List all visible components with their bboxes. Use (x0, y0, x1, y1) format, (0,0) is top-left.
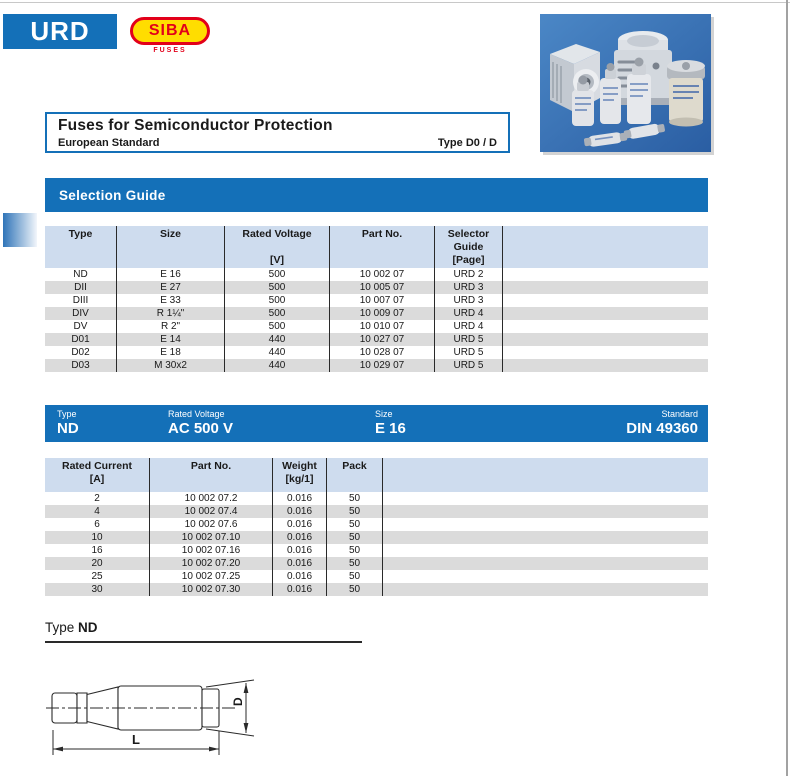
column-header: Weight [kg/1] (273, 458, 327, 492)
column-header: Part No. (150, 458, 273, 492)
series-code-badge (3, 14, 117, 49)
table-cell: 10 028 07 (330, 346, 435, 359)
table-cell: URD 4 (435, 307, 503, 320)
table-cell: 25 (45, 570, 150, 583)
spec-type-label: Type (57, 409, 77, 419)
table-cell: DV (45, 320, 117, 333)
fuse-dimension-drawing (40, 660, 270, 768)
heading-underline (45, 641, 362, 643)
table-cell: R 2" (117, 320, 225, 333)
table-cell: 50 (327, 505, 383, 518)
siba-logo-text: SIBA (148, 22, 192, 39)
table-row (45, 294, 708, 307)
dim-length-label: L (132, 732, 140, 747)
table-cell: E 27 (117, 281, 225, 294)
selection-guide-table-header (45, 226, 708, 268)
table-cell: 10 (45, 531, 150, 544)
table-cell: 440 (225, 359, 330, 372)
product-photo-image (540, 14, 711, 152)
selection-guide-table (45, 226, 708, 372)
top-divider (0, 2, 790, 3)
table-cell: 10 027 07 (330, 333, 435, 346)
table-cell: DII (45, 281, 117, 294)
table-cell: 0.016 (273, 557, 327, 570)
table-cell: URD 5 (435, 346, 503, 359)
table-cell: 440 (225, 333, 330, 346)
page-title: Fuses for Semiconductor Protection (58, 117, 333, 134)
table-cell: 0.016 (273, 583, 327, 596)
rated-current-table (45, 458, 708, 596)
table-row (45, 492, 708, 505)
spec-type-value: ND (57, 420, 79, 437)
table-cell: 10 002 07.30 (150, 583, 273, 596)
table-cell: URD 3 (435, 281, 503, 294)
table-cell: 50 (327, 544, 383, 557)
selection-guide-table-body (45, 268, 708, 372)
table-cell: 500 (225, 320, 330, 333)
table-cell: D02 (45, 346, 117, 359)
spec-size (375, 409, 406, 438)
column-header: Rated Voltage [V] (225, 226, 330, 268)
table-cell: 4 (45, 505, 150, 518)
table-cell: 500 (225, 307, 330, 320)
table-row (45, 505, 708, 518)
table-row (45, 557, 708, 570)
table-cell: D03 (45, 359, 117, 372)
table-cell: 20 (45, 557, 150, 570)
table-cell: DIV (45, 307, 117, 320)
table-cell: 50 (327, 557, 383, 570)
table-row (45, 307, 708, 320)
drawing-heading-type: ND (78, 620, 98, 635)
table-row (45, 518, 708, 531)
section-heading-label: Selection Guide (59, 187, 166, 203)
siba-logo (130, 17, 210, 54)
table-cell: 0.016 (273, 570, 327, 583)
column-header: Size (117, 226, 225, 268)
section-heading-selection-guide (45, 178, 708, 212)
table-row (45, 346, 708, 359)
spec-standard (626, 409, 698, 438)
spec-rated-voltage (168, 409, 233, 438)
spec-size-value: E 16 (375, 420, 406, 437)
table-cell: ND (45, 268, 117, 281)
drawing-heading-prefix: Type (45, 620, 79, 635)
table-cell: URD 4 (435, 320, 503, 333)
rated-current-table-header (45, 458, 708, 492)
table-cell: E 14 (117, 333, 225, 346)
spec-standard-label: Standard (661, 409, 698, 419)
table-cell: 10 010 07 (330, 320, 435, 333)
table-cell: 10 002 07.6 (150, 518, 273, 531)
table-cell: 0.016 (273, 544, 327, 557)
series-code-label: URD (30, 16, 90, 46)
table-cell: M 30x2 (117, 359, 225, 372)
table-row (45, 333, 708, 346)
table-cell: 50 (327, 492, 383, 505)
column-header: Pack (327, 458, 383, 492)
table-cell: 50 (327, 583, 383, 596)
page-subtitle: European Standard (58, 137, 160, 149)
table-cell: E 18 (117, 346, 225, 359)
column-header: Part No. (330, 226, 435, 268)
table-cell: 10 002 07.10 (150, 531, 273, 544)
table-cell: E 16 (117, 268, 225, 281)
table-cell: 500 (225, 294, 330, 307)
table-cell: R 1¼" (117, 307, 225, 320)
table-cell: URD 5 (435, 333, 503, 346)
table-row (45, 281, 708, 294)
spec-rated-voltage-value: AC 500 V (168, 420, 234, 437)
table-cell: E 33 (117, 294, 225, 307)
product-spec-band (45, 405, 708, 442)
drawing-heading (45, 620, 98, 635)
table-cell: URD 2 (435, 268, 503, 281)
table-cell: 440 (225, 346, 330, 359)
table-cell: 10 002 07.2 (150, 492, 273, 505)
table-cell: 0.016 (273, 518, 327, 531)
table-cell: 10 029 07 (330, 359, 435, 372)
type-label: Type D0 / D (437, 137, 497, 149)
table-cell: 10 007 07 (330, 294, 435, 307)
table-row (45, 531, 708, 544)
dim-diameter-label: D (231, 697, 245, 706)
siba-logo-subtitle: FUSES (153, 47, 187, 54)
page-right-border (786, 0, 788, 776)
spec-standard-value: DIN 49360 (626, 420, 698, 437)
table-cell: 0.016 (273, 531, 327, 544)
title-box (45, 112, 510, 153)
table-cell: 50 (327, 531, 383, 544)
table-cell: 30 (45, 583, 150, 596)
rated-current-table-body (45, 492, 708, 596)
table-row (45, 320, 708, 333)
table-cell: 10 002 07 (330, 268, 435, 281)
siba-logo-oval (130, 17, 210, 45)
column-header: Type (45, 226, 117, 268)
page-index-tab (3, 213, 37, 247)
table-cell: 10 009 07 (330, 307, 435, 320)
table-cell: 10 002 07.4 (150, 505, 273, 518)
table-cell: 2 (45, 492, 150, 505)
spec-size-label: Size (375, 409, 393, 419)
large-fuse (667, 60, 705, 127)
table-cell: 50 (327, 570, 383, 583)
table-cell: 10 002 07.25 (150, 570, 273, 583)
table-cell: 500 (225, 281, 330, 294)
product-photo (540, 14, 711, 152)
column-header: Selector Guide [Page] (435, 226, 503, 268)
table-cell: 0.016 (273, 505, 327, 518)
table-row (45, 544, 708, 557)
table-row (45, 359, 708, 372)
table-cell: DIII (45, 294, 117, 307)
table-row (45, 570, 708, 583)
table-cell: 500 (225, 268, 330, 281)
table-cell: 10 002 07.20 (150, 557, 273, 570)
table-row (45, 268, 708, 281)
spec-rated-voltage-label: Rated Voltage (168, 409, 225, 419)
table-cell: 16 (45, 544, 150, 557)
column-header: Rated Current [A] (45, 458, 150, 492)
table-cell: 0.016 (273, 492, 327, 505)
table-cell: URD 5 (435, 359, 503, 372)
table-cell: 6 (45, 518, 150, 531)
spec-type (57, 409, 79, 438)
table-cell: D01 (45, 333, 117, 346)
table-cell: URD 3 (435, 294, 503, 307)
table-cell: 50 (327, 518, 383, 531)
table-cell: 10 005 07 (330, 281, 435, 294)
table-cell: 10 002 07.16 (150, 544, 273, 557)
table-row (45, 583, 708, 596)
